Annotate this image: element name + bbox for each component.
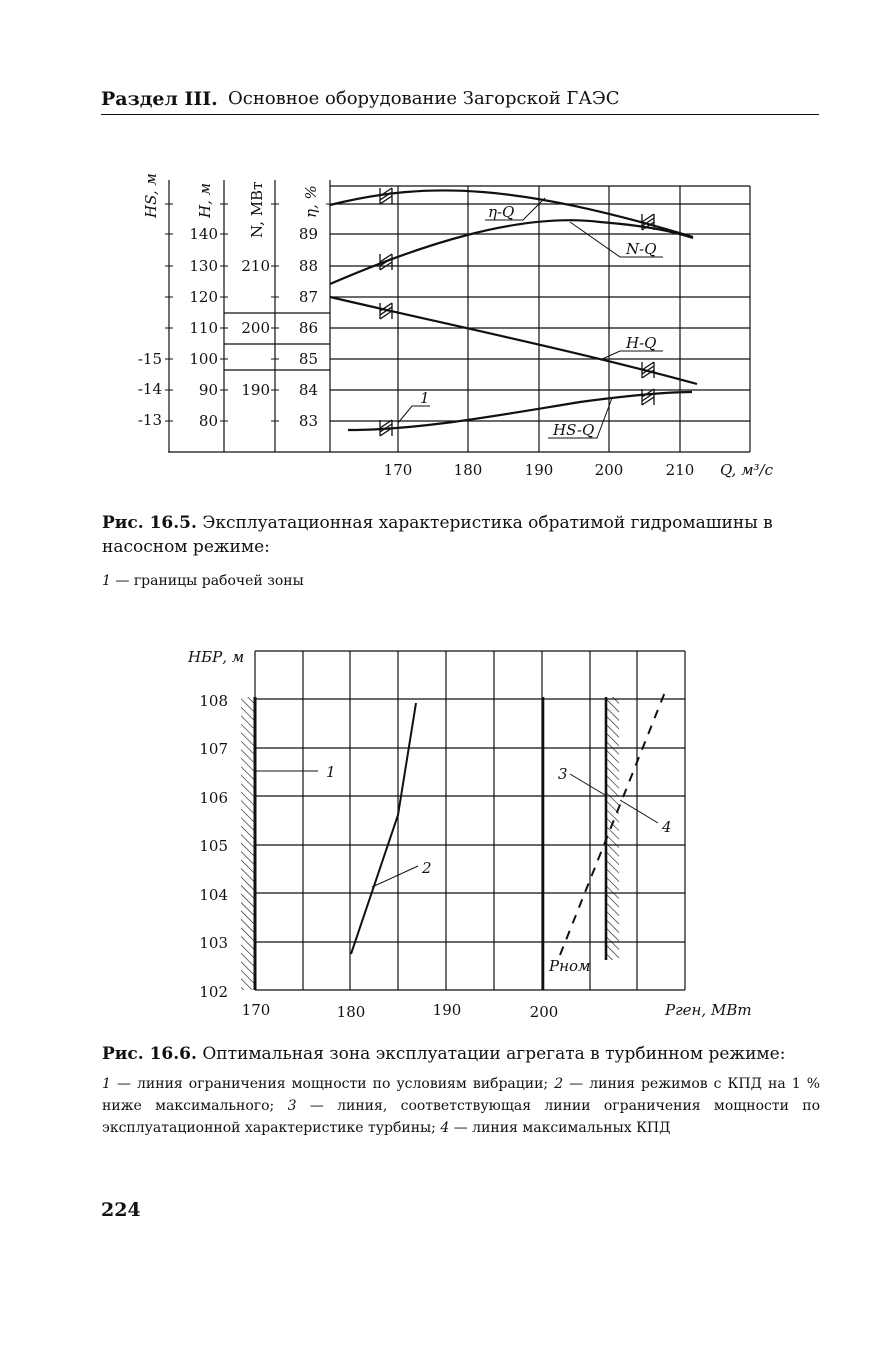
caption-label: Рис. 16.6.	[102, 1044, 197, 1064]
n-tick-label: 190	[241, 381, 270, 399]
eta-tick-label: 89	[298, 225, 318, 243]
eta-tick-label: 87	[298, 288, 318, 306]
efficiency-minus-1-line	[351, 703, 416, 954]
boundary-label: 1	[420, 389, 430, 407]
x-axis-label: Pген, МВт	[665, 1001, 752, 1019]
y-tick-label: 102	[199, 983, 228, 1001]
q-tick-label: 180	[453, 461, 483, 479]
legend-number: 2	[554, 1076, 564, 1092]
caption-label: Рис. 16.5.	[102, 513, 197, 533]
eta-tick-label: 85	[298, 350, 318, 368]
y-tick-label: 106	[199, 789, 228, 807]
x-tick-label: 190	[432, 1001, 462, 1019]
n-q-label: N-Q	[626, 240, 657, 258]
h-tick-label: 120	[189, 288, 218, 306]
x-tick-label: 180	[336, 1003, 366, 1021]
h-tick-label: 90	[198, 381, 218, 399]
caption-text: Эксплуатационная характеристика обратимой гидромашины в насосном режиме:	[102, 513, 773, 557]
eta-tick-label: 88	[298, 257, 318, 275]
y-axis-label: HБР, м	[188, 648, 245, 666]
legend-number: 1	[102, 1076, 111, 1092]
legend-number: 4	[440, 1120, 450, 1136]
legend-text: — линия, соответствующая линии ограничения мощности по эксплуатационной характеристике турбины;	[102, 1098, 821, 1136]
n-axis-label: N, МВт	[248, 181, 266, 238]
h-axis-label: H, м	[196, 182, 214, 218]
h-tick-label: 140	[189, 225, 218, 243]
q-tick-label: 190	[524, 461, 554, 479]
line-4-label: 4	[662, 818, 672, 836]
eta-axis-label: η, %	[302, 185, 320, 218]
y-tick-label: 104	[199, 886, 228, 904]
vibration-limit-hatch	[241, 697, 255, 990]
p-nom-label: Pном	[549, 957, 591, 975]
line-1-label: 1	[326, 763, 336, 781]
y-tick-label: 103	[199, 934, 228, 952]
legend-text: — линия максимальных КПД	[453, 1120, 671, 1136]
y-tick-label: 105	[199, 837, 228, 855]
hs-axis-label: HS, м	[142, 173, 160, 218]
q-axis-label: Q, м³/с	[720, 461, 773, 479]
h-tick-label: 110	[189, 319, 218, 337]
line-3-label: 3	[558, 765, 568, 783]
h-tick-label: 80	[198, 412, 218, 430]
figure-16-6-legend	[102, 1073, 820, 1139]
figure-16-6-caption	[102, 1042, 820, 1066]
legend-text: — линия режимов с КПД на 1 % ниже максимального;	[102, 1076, 820, 1114]
n-tick-label: 200	[241, 319, 270, 337]
legend-text: — линия ограничения мощности по условиям вибрации;	[116, 1076, 549, 1092]
eta-tick-label: 86	[298, 319, 318, 337]
q-tick-label: 200	[594, 461, 624, 479]
q-tick-label: 210	[665, 461, 695, 479]
hs-tick-label: -13	[137, 411, 162, 429]
y-tick-label: 108	[199, 692, 228, 710]
line-2-label: 2	[422, 859, 432, 877]
h-tick-label: 100	[189, 350, 218, 368]
eta-q-label: η-Q	[488, 203, 515, 221]
x-tick-label: 200	[529, 1003, 559, 1021]
hs-q-label: HS-Q	[553, 421, 595, 439]
h-q-label: H-Q	[626, 334, 657, 352]
legend-text: — границы рабочей зоны	[115, 573, 304, 589]
hs-tick-label: -15	[137, 350, 162, 368]
n-tick-label: 210	[241, 257, 270, 275]
x-tick-label: 170	[241, 1001, 271, 1019]
caption-text: Оптимальная зона эксплуатации агрегата в турбинном режиме:	[202, 1044, 786, 1064]
y-tick-label: 107	[199, 740, 228, 758]
eta-tick-label: 83	[298, 412, 318, 430]
legend-number: 3	[287, 1098, 297, 1114]
page-number: 224	[101, 1199, 141, 1221]
h-tick-label: 130	[189, 257, 218, 275]
eta-tick-label: 84	[298, 381, 318, 399]
turbine-limit-hatch	[606, 697, 619, 960]
section-label: Раздел III.	[101, 88, 218, 110]
hs-tick-label: -14	[137, 380, 162, 398]
q-tick-label: 170	[383, 461, 413, 479]
legend-number: 1	[102, 573, 111, 589]
running-title: Основное оборудование Загорской ГАЭС	[228, 88, 620, 109]
